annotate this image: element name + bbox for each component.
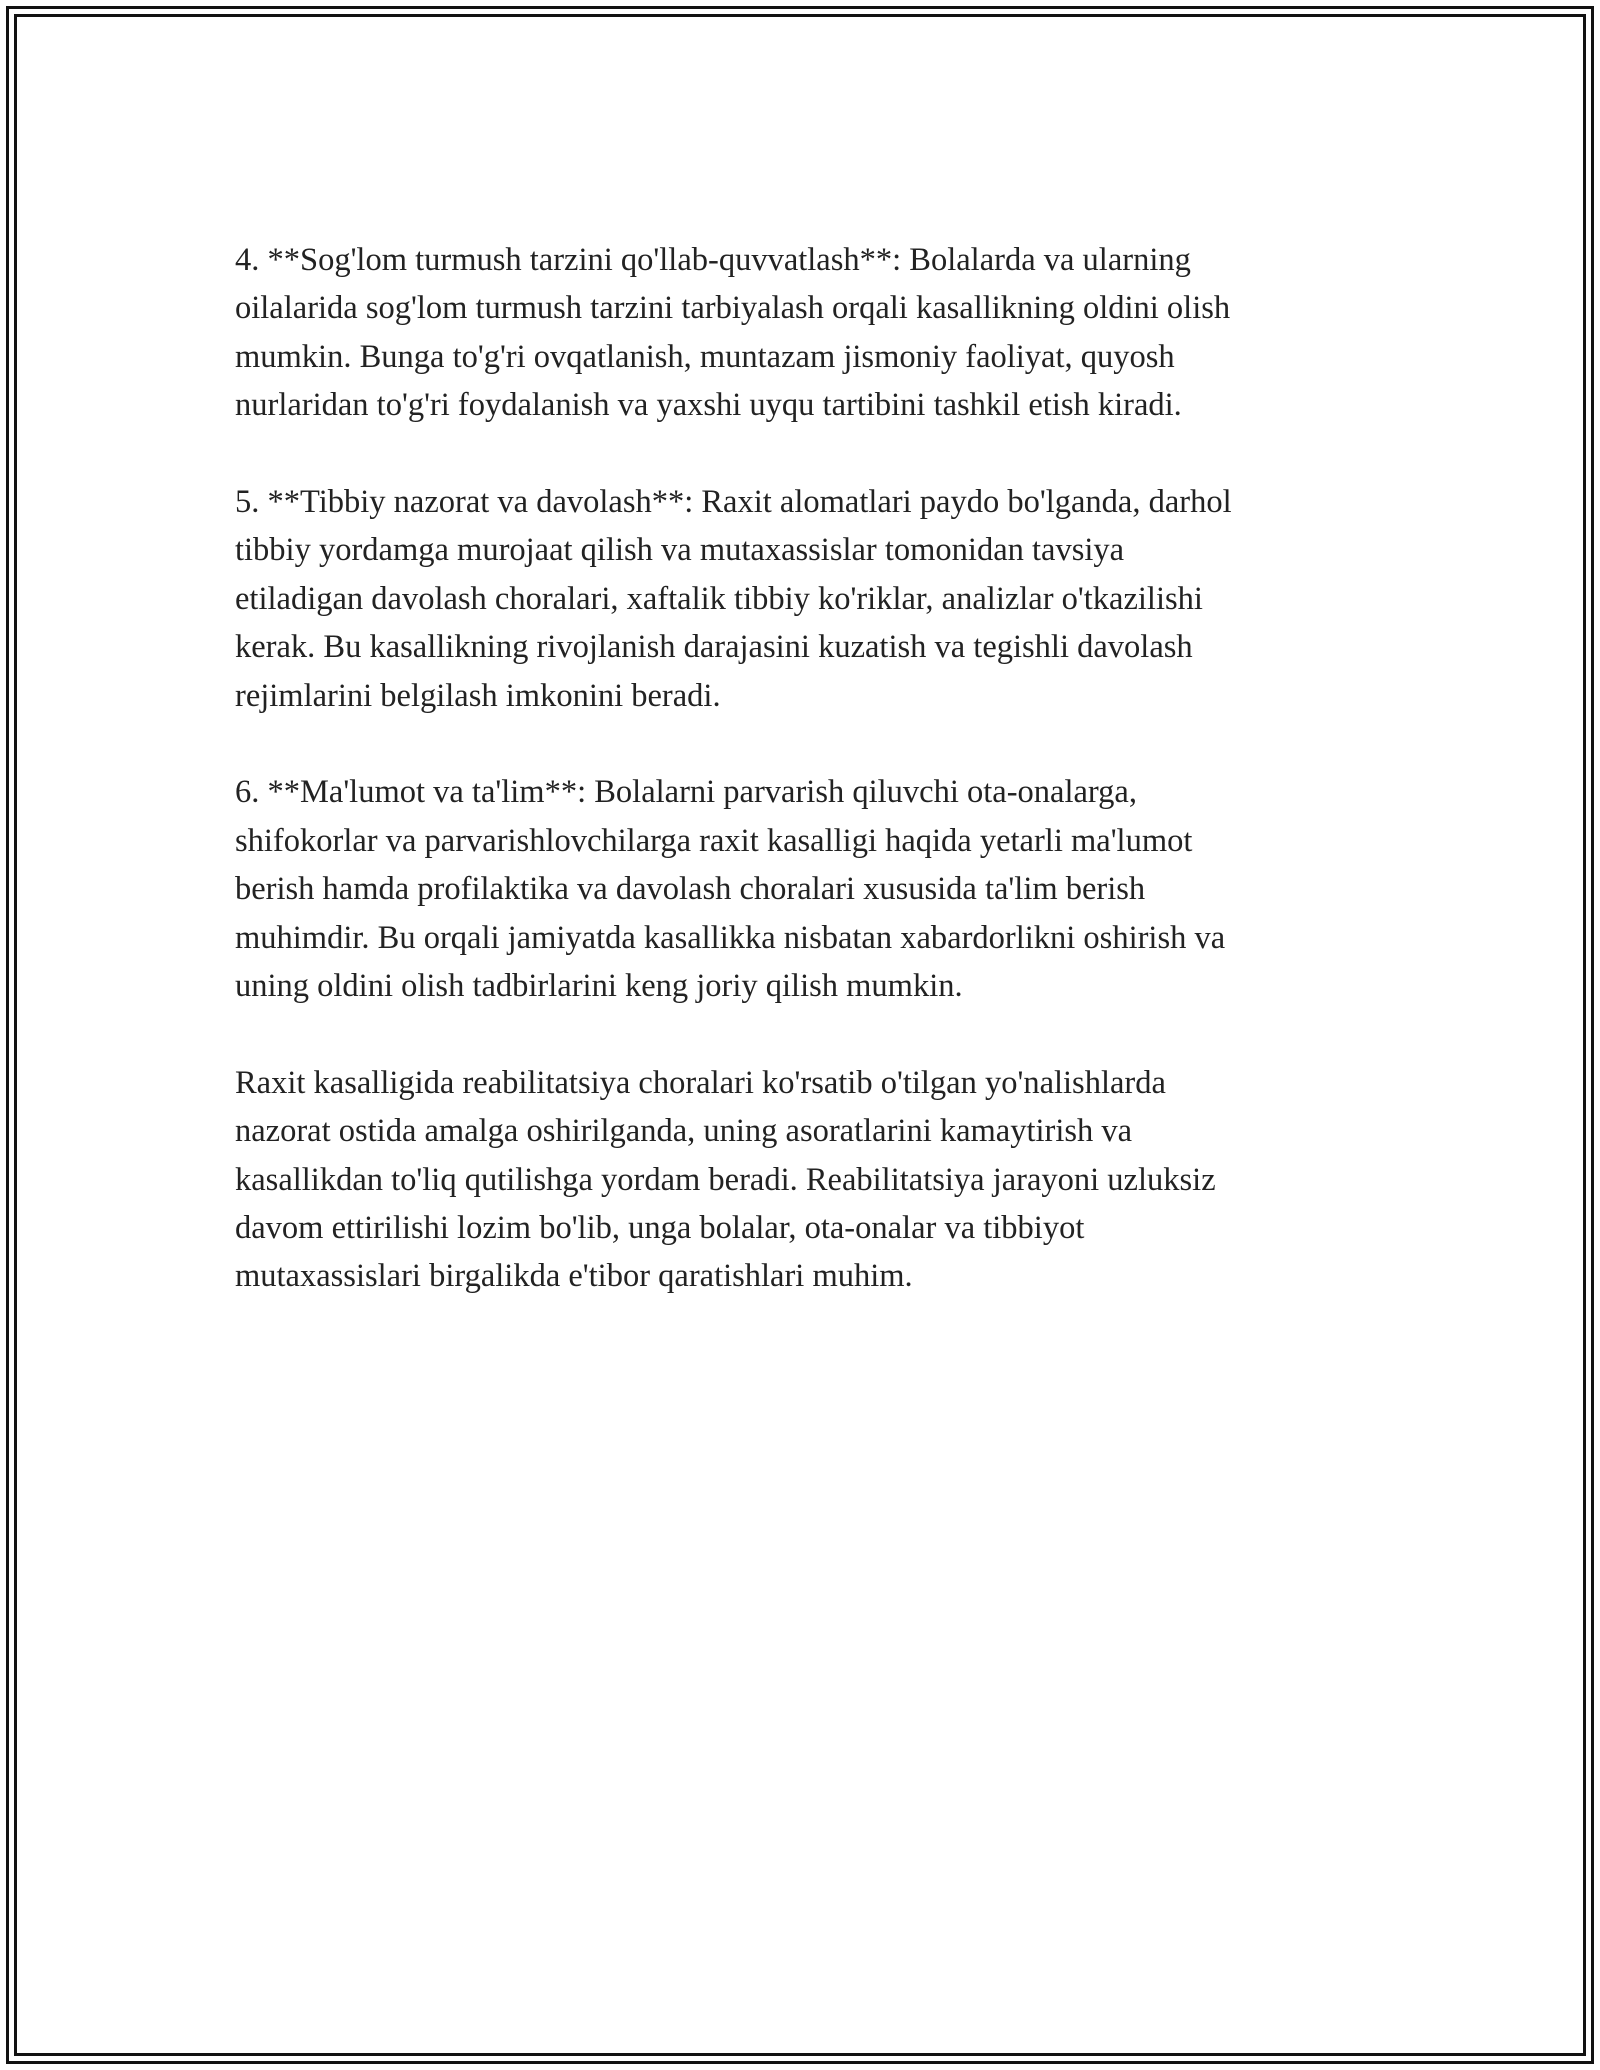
document-body [235, 236, 1375, 1349]
paragraph-medical-control: 5. **Tibbiy nazorat va davolash**: Raxit alomatlari paydo bo'lganda, darhol tibbiy yordamga murojaat qilish va mutaxassislar tomonidan tavsiya etiladigan davolash choralari, xaftalik tibbiy ko'riklar, analizlar o'tkazilishi kerak. Bu kasallikning rivojlanish darajasini kuzatish va tegishli davolash rejimlarini belgilash imkonini beradi. [235, 484, 1232, 714]
paragraph-healthy-lifestyle: 4. **Sog'lom turmush tarzini qo'llab-quvvatlash**: Bolalarda va ularning oilalarida sog'lom turmush tarzini tarbiyalash orqali kasallikning oldini olish mumkin. Bunga to'g'ri ovqatlanish, muntazam jismoniy faoliyat, quyosh nurlaridan to'g'ri foydalanish va yaxshi uyqu tartibini tashkil etish kiradi. [235, 242, 1231, 424]
paragraph-conclusion: Raxit kasalligida reabilitatsiya choralari ko'rsatib o'tilgan yo'nalishlarda nazorat ostida amalga oshirilganda, uning asoratlarini kamaytirish va kasallikdan to'liq qutilishga yordam beradi. Reabilitatsiya jarayoni uzluksiz davom ettirilishi lozim bo'lib, unga bolalar, ota-onalar va tibbiyot mutaxassislari birgalikda e'tibor qaratishlari muhim. [235, 1064, 1216, 1295]
paragraph-information-education: 6. **Ma'lumot va ta'lim**: Bolalarni parvarish qiluvchi ota-onalarga, shifokorlar va parvarishlovchilarga raxit kasalligi haqida yetarli ma'lumot berish hamda profilaktika va davolash choralari xususida ta'lim berish muhimdir. Bu orqali jamiyatda kasallikka nisbatan xabardorlikni oshirish va uning oldini olish tadbirlarini keng joriy qilish mumkin. [235, 774, 1226, 1005]
